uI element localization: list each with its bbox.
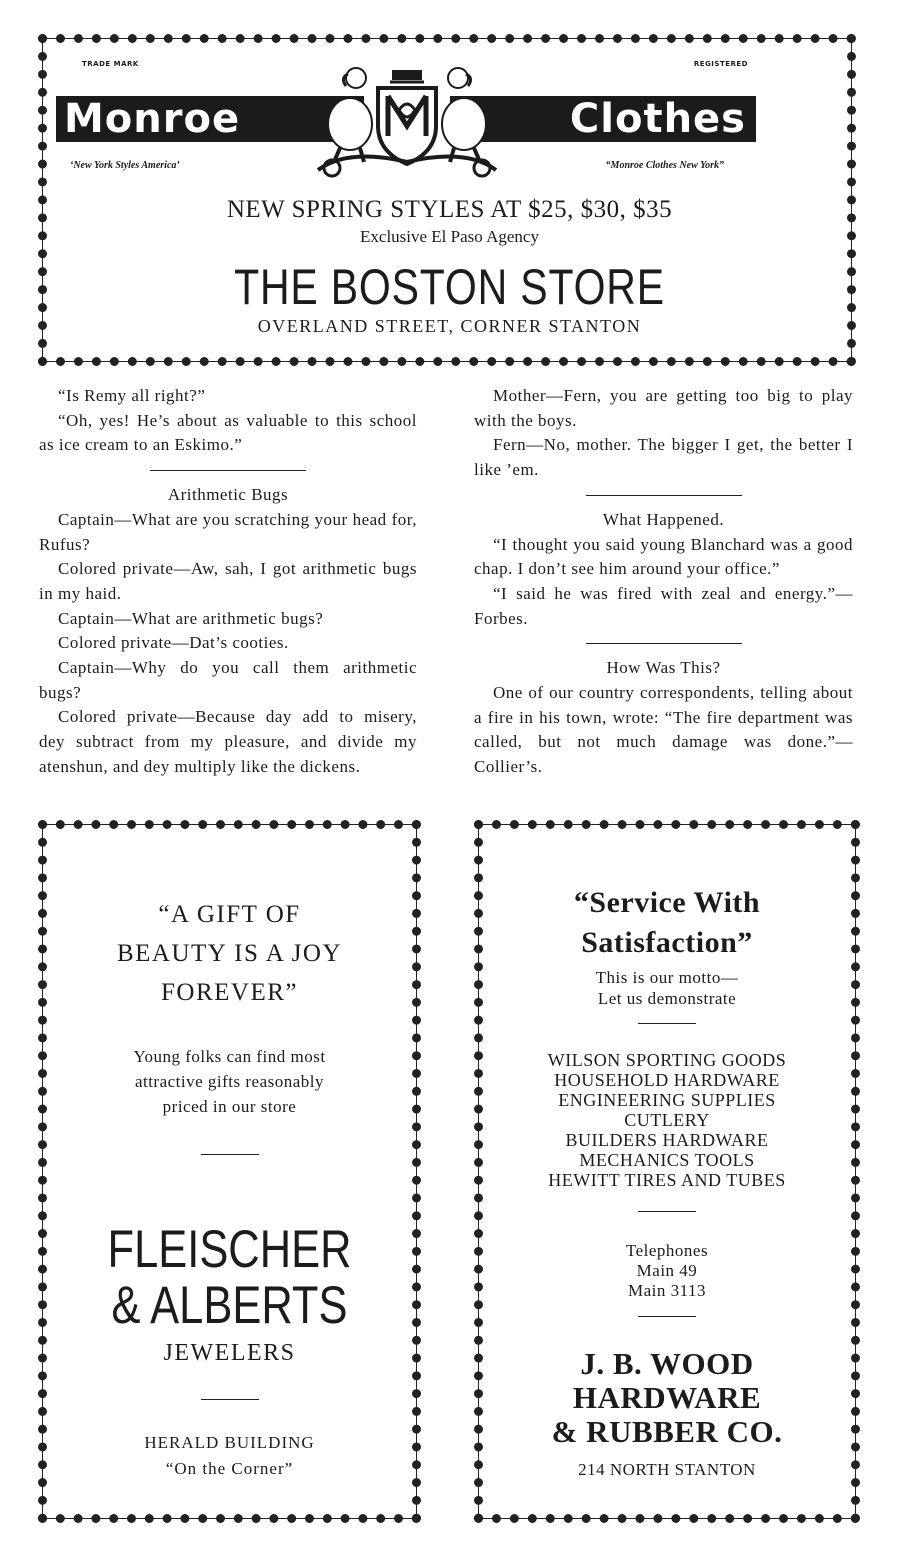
joke-line: One of our country correspondents, telling about a fire in his town, wrote: “The fire department was called, but not much damage was done.”—Collier’s. bbox=[474, 683, 853, 777]
joke-line: “Is Remy all right?” bbox=[58, 386, 206, 405]
tagline-left: ‘New York Styles America’ bbox=[70, 160, 180, 171]
tagline-right: “Monroe Clothes New York” bbox=[605, 160, 724, 171]
hardware-address: 214 NORTH STANTON bbox=[578, 1460, 756, 1479]
goods-item: BUILDERS HARDWARE bbox=[565, 1130, 769, 1150]
goods-item: ENGINEERING SUPPLIES bbox=[558, 1090, 776, 1110]
name-line: FLEISCHER bbox=[107, 1220, 352, 1279]
slogan-line: “Service With bbox=[573, 886, 761, 919]
blurb-line: Young folks can find most bbox=[133, 1047, 326, 1066]
joke-line: Captain—What are arithmetic bugs? bbox=[58, 608, 324, 628]
divider bbox=[638, 1316, 696, 1317]
quote-line: “A GIFT OF bbox=[158, 901, 301, 928]
hardware-ad bbox=[474, 820, 860, 1523]
goods-item: HOUSEHOLD HARDWARE bbox=[554, 1070, 780, 1090]
address-line: “On the Corner” bbox=[165, 1459, 294, 1478]
goods-item: MECHANICS TOOLS bbox=[579, 1150, 755, 1170]
joke-heading: What Happened. bbox=[602, 509, 725, 529]
monroe-clothes-banner bbox=[56, 60, 756, 180]
blurb-line: priced in our store bbox=[162, 1097, 297, 1116]
spring-styles-headline: NEW SPRING STYLES AT $25, $30, $35 bbox=[226, 196, 673, 223]
motto-line: Let us demonstrate bbox=[597, 989, 737, 1008]
quote-line: BEAUTY IS A JOY bbox=[116, 940, 343, 967]
goods-item: WILSON SPORTING GOODS bbox=[547, 1050, 787, 1070]
jeweler-name bbox=[80, 1222, 379, 1334]
section-divider bbox=[586, 495, 742, 496]
goods-item: CUTLERY bbox=[624, 1110, 710, 1130]
address-line: HERALD BUILDING bbox=[144, 1433, 315, 1452]
service-slogan bbox=[483, 883, 851, 963]
store-name: THE BOSTON STORE bbox=[234, 259, 665, 315]
store-address: OVERLAND STREET, CORNER STANTON bbox=[257, 316, 642, 336]
phone-line: Main 49 bbox=[636, 1261, 698, 1280]
jeweler-trade: JEWELERS bbox=[163, 1340, 296, 1366]
gift-blurb bbox=[47, 1044, 412, 1119]
divider bbox=[638, 1211, 696, 1212]
joke-line: Colored private—Dat’s cooties. bbox=[58, 633, 289, 653]
brand-monroe: Monroe bbox=[64, 96, 241, 142]
goods-item: HEWITT TIRES AND TUBES bbox=[548, 1170, 786, 1190]
motto bbox=[483, 967, 851, 1009]
joke-line: “I thought you said young Blanchard was a good chap. I don’t see him around your office.” bbox=[474, 534, 853, 579]
name-line: & ALBERTS bbox=[111, 1276, 348, 1335]
name-line: J. B. WOOD bbox=[580, 1346, 754, 1381]
name-line: HARDWARE bbox=[572, 1380, 762, 1415]
joke-line: Fern—No, mother. The bigger I get, the better I like ’em. bbox=[474, 435, 853, 480]
joke-line: Captain—Why do you call them arithmetic bugs? bbox=[39, 658, 417, 702]
right-column bbox=[474, 384, 853, 780]
telephones bbox=[483, 1241, 851, 1301]
phone-line: Telephones bbox=[625, 1241, 709, 1260]
agency-line: Exclusive El Paso Agency bbox=[360, 227, 539, 246]
rams-crest-icon bbox=[304, 60, 510, 180]
joke-heading: How Was This? bbox=[606, 658, 721, 678]
registered-label: REGISTERED bbox=[693, 60, 748, 68]
jeweler-address bbox=[47, 1430, 412, 1482]
joke-line: Colored private—Aw, sah, I got arithmetic bugs in my haid. bbox=[39, 559, 417, 603]
section-divider bbox=[586, 643, 742, 644]
trademark-label: TRADE MARK bbox=[82, 60, 139, 68]
name-line: & RUBBER CO. bbox=[551, 1414, 783, 1449]
hardware-name bbox=[483, 1347, 851, 1449]
joke-line: Captain—What are you scratching your head for, Rufus? bbox=[39, 509, 417, 554]
joke-heading: Arithmetic Bugs bbox=[167, 485, 289, 505]
left-column bbox=[39, 384, 417, 780]
divider bbox=[201, 1399, 259, 1400]
motto-line: This is our motto— bbox=[595, 968, 739, 987]
brand-clothes: Clothes bbox=[569, 96, 746, 142]
quote-line: FOREVER” bbox=[161, 979, 298, 1006]
joke-line: Colored private—Because day add to misery, dey subtract from my pleasure, and divide my atenshun, and dey multiply like the dickens. bbox=[39, 707, 417, 776]
divider bbox=[201, 1154, 259, 1155]
joke-line: Mother—Fern, you are getting too big to play with the boys. bbox=[474, 386, 853, 430]
goods-list bbox=[483, 1050, 851, 1190]
phone-line: Main 3113 bbox=[627, 1281, 706, 1300]
blurb-line: attractive gifts reasonably bbox=[134, 1072, 325, 1091]
divider bbox=[638, 1023, 696, 1024]
joke-line: “I said he was fired with zeal and energy.”—Forbes. bbox=[474, 583, 853, 628]
jeweler-ad bbox=[38, 820, 421, 1523]
joke-line: “Oh, yes! He’s about as valuable to this school as ice cream to an Eskimo.” bbox=[39, 410, 417, 455]
section-divider bbox=[150, 470, 306, 471]
slogan-line: Satisfaction” bbox=[581, 926, 753, 959]
gift-quote bbox=[47, 895, 412, 1012]
